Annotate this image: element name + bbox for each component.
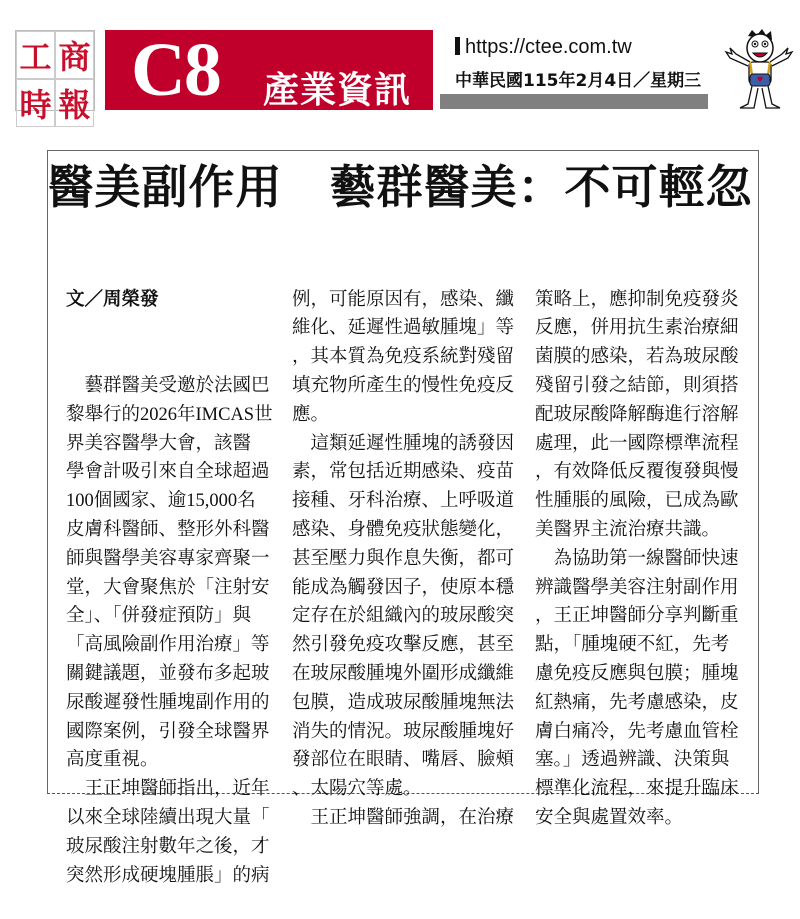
article-column-1 xyxy=(66,228,281,919)
column-lines xyxy=(292,286,522,833)
article-text-line: 王正坤醫師強調，在治療 xyxy=(292,807,515,828)
article-text-line: 處理，此一國際標準流程 xyxy=(535,433,739,454)
article-text-line: 慮免疫反應與包膜；腫塊 xyxy=(535,663,739,684)
article-text-line: 以來全球陸續出現大量「 xyxy=(66,807,270,828)
article-text-line: 應。 xyxy=(292,404,330,425)
article-text-line: 界美容醫學大會，該醫 xyxy=(66,433,252,454)
article-text-line: 填充物所產生的慢性免疫反 xyxy=(292,375,515,396)
article-text-line: 維化、延遲性過敏腫塊」等 xyxy=(292,318,515,339)
page-number: C8 xyxy=(131,28,220,112)
article-text-line: 王正坤醫師指出，近年 xyxy=(66,779,270,800)
article-text-line: 皮膚科醫師、整形外科醫 xyxy=(66,519,270,540)
article-headline: 醫美副作用 藝群醫美：不可輕忽 xyxy=(47,160,753,214)
article-text-line: 膚白痛冷，先考慮血管栓 xyxy=(535,721,739,742)
url-text: https://ctee.com.tw xyxy=(465,36,632,58)
url-marker xyxy=(455,37,460,55)
article-text-line: 堂，大會聚焦於「注射安 xyxy=(66,577,270,598)
article-text-line: 包膜，造成玻尿酸腫塊無法 xyxy=(292,692,515,713)
article-text-line: 美醫界主流治療共識。 xyxy=(535,519,721,540)
article-text-line: 學會計吸引來自全球超過 xyxy=(66,462,270,483)
article-text-line: 然引發免疫攻擊反應，甚至 xyxy=(292,635,515,656)
article-column-3 xyxy=(535,228,750,862)
article-text-line: 黎舉行的2026年IMCAS世 xyxy=(66,404,273,425)
article-text-line: 玻尿酸注射數年之後，才 xyxy=(66,836,270,857)
article-column-2 xyxy=(292,228,522,862)
article-text-line: 100個國家、逾15,000名 xyxy=(66,491,256,512)
article-text-line: 、太陽穴等處。 xyxy=(292,779,422,800)
article-text-line: 藝群醫美受邀於法國巴 xyxy=(66,375,270,396)
article-text-line: 關鍵議題，並發布多起玻 xyxy=(66,663,270,684)
decorative-bar xyxy=(440,94,708,109)
logo-char: 時 xyxy=(16,79,55,127)
article-text-line: 點，「腫塊硬不紅，先考 xyxy=(535,635,730,656)
article-text-line: 例，可能原因有，感染、纖 xyxy=(292,289,515,310)
section-banner xyxy=(105,30,433,110)
article-text-line: 塞。」透過辨識、決策與 xyxy=(535,750,730,771)
column-lines xyxy=(66,372,281,890)
article-text-line: 全」、「併發症預防」與 xyxy=(66,606,252,627)
article-text-line: ，有效降低反覆復發與慢 xyxy=(535,462,739,483)
logo-char: 工 xyxy=(16,31,55,79)
column-lines xyxy=(535,286,750,833)
article-text-line: ，王正坤醫師分享判斷重 xyxy=(535,606,739,627)
article-text-line: 反應，併用抗生素治療細 xyxy=(535,318,739,339)
article-text-line: 安全與處置效率。 xyxy=(535,807,684,828)
article-text-line: 甚至壓力與作息失衡，都可 xyxy=(292,548,515,569)
section-name: 產業資訊 xyxy=(263,70,412,111)
article-text-line: 定存在於組織內的玻尿酸突 xyxy=(292,606,515,627)
newspaper-logo xyxy=(15,30,95,124)
article-text-line: 發部位在眼睛、嘴唇、臉頰 xyxy=(292,750,515,771)
article-text-line: 為協助第一線醫師快速 xyxy=(535,548,739,569)
article-text-line: 感染、身體免疫狀態變化， xyxy=(292,519,515,540)
article-text-line: 國際案例，引發全球醫界 xyxy=(66,721,270,742)
article-text-line: 素，常包括近期感染、疫苗 xyxy=(292,462,515,483)
article-text-line: 「高風險副作用治療」等 xyxy=(66,635,270,656)
article-text-line: 策略上，應抑制免疫發炎 xyxy=(535,289,739,310)
article-text-line: ，其本質為免疫系統對殘留 xyxy=(292,347,515,368)
article-text-line: 能成為觸發因子，使原本穩 xyxy=(292,577,515,598)
article-text-line: 師與醫學美容專家齊聚一 xyxy=(66,548,270,569)
article-text-line: 紅熱痛，先考慮感染，皮 xyxy=(535,692,739,713)
article-author: 文／周榮發 xyxy=(66,288,159,310)
article-text-line: 標準化流程，來提升臨床 xyxy=(535,779,739,800)
mascot-icon xyxy=(722,28,796,112)
article-text-line: 突然形成硬塊腫脹」的病 xyxy=(66,865,270,886)
article-text-line: 菌膜的感染，若為玻尿酸 xyxy=(535,347,739,368)
article-text-line: 消失的情況。玻尿酸腫塊好 xyxy=(292,721,515,742)
article-text-line: 高度重視。 xyxy=(66,750,159,771)
article-text-line: 辨識醫學美容注射副作用 xyxy=(535,577,739,598)
article-text-line: 配玻尿酸降解酶進行溶解 xyxy=(535,404,739,425)
issue-date: 中華民國115年2月4日／星期三 xyxy=(455,71,702,91)
article-text-line: 殘留引發之結節，則須搭 xyxy=(535,375,739,396)
article-text-line: 在玻尿酸腫塊外圍形成纖維 xyxy=(292,663,515,684)
article-text-line: 性腫脹的風險，已成為歐 xyxy=(535,491,739,512)
article-text-line: 這類延遲性腫塊的誘發因 xyxy=(292,433,515,454)
article-text-line: 接種、牙科治療、上呼吸道 xyxy=(292,491,515,512)
website-url[interactable] xyxy=(455,36,632,59)
logo-char: 商 xyxy=(55,31,94,79)
logo-char: 報 xyxy=(55,79,94,127)
article-text-line: 尿酸遲發性腫塊副作用的 xyxy=(66,692,270,713)
